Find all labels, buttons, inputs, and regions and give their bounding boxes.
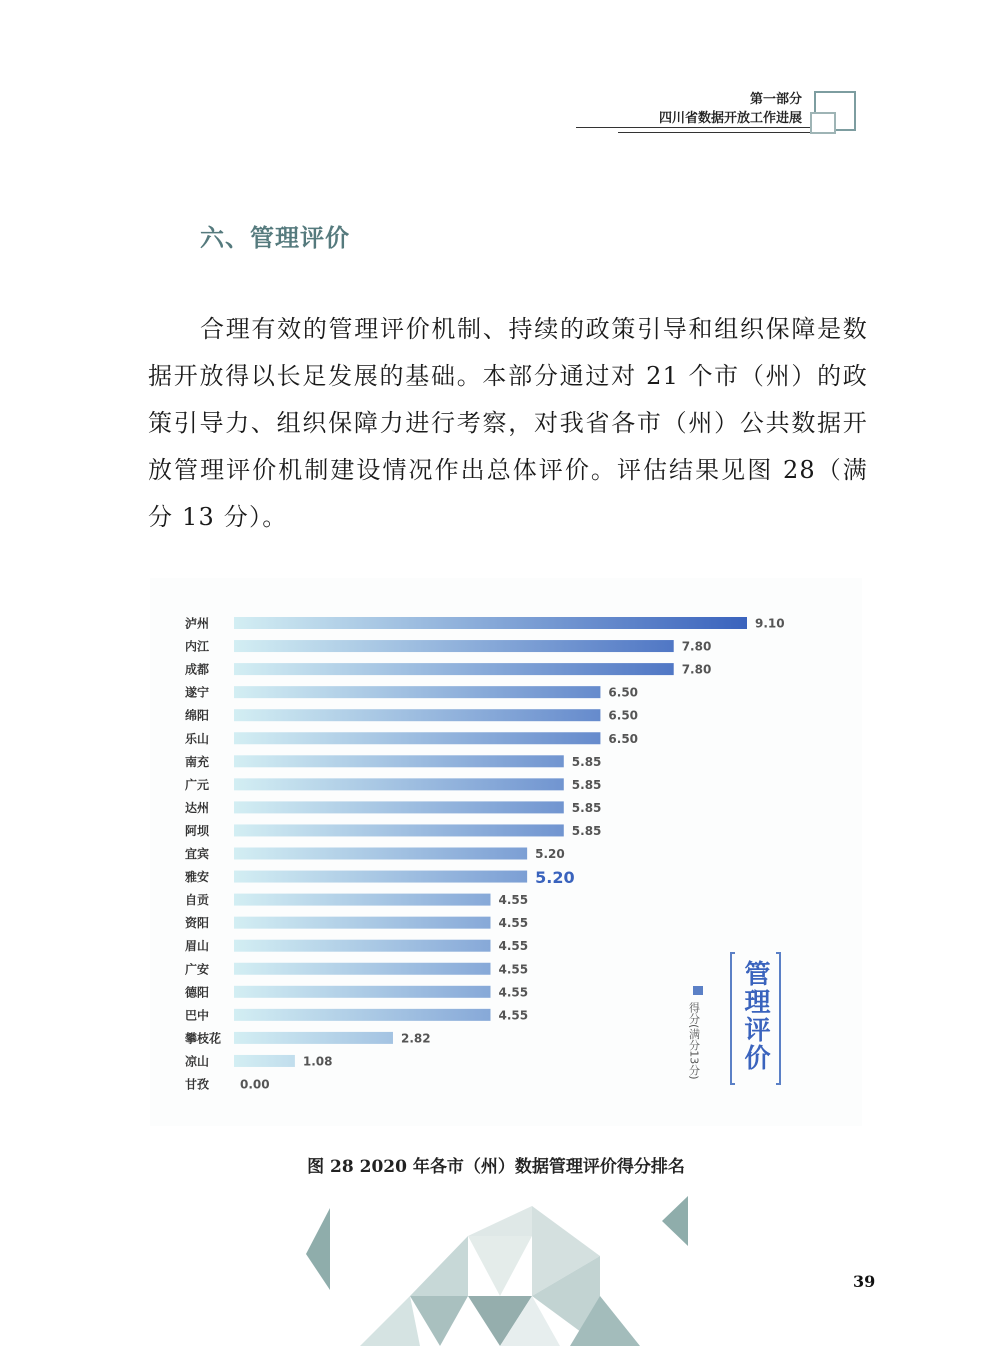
bar xyxy=(234,894,491,906)
value-label: 2.82 xyxy=(400,1031,431,1046)
value-label: 7.80 xyxy=(681,662,712,677)
bar xyxy=(234,824,564,836)
value-label: 4.55 xyxy=(498,985,529,1000)
bar xyxy=(234,755,564,767)
bar xyxy=(234,1055,295,1067)
category-label: 达州 xyxy=(185,800,210,815)
category-label: 凉山 xyxy=(185,1054,210,1069)
section-title: 六、管理评价 xyxy=(200,224,350,252)
category-label: 广元 xyxy=(185,777,210,792)
bar xyxy=(234,709,600,721)
bar xyxy=(234,778,564,790)
category-label: 德阳 xyxy=(185,985,210,1000)
header-part: 第一部分 xyxy=(749,92,802,107)
bar xyxy=(234,917,491,929)
header-title: 四川省数据开放工作进展 xyxy=(658,111,802,126)
value-label: 5.85 xyxy=(571,800,602,815)
bar xyxy=(234,848,527,860)
category-label: 泸州 xyxy=(185,616,210,631)
page-header xyxy=(560,86,860,140)
chart-container xyxy=(150,578,862,1126)
decorative-triangles xyxy=(300,1196,700,1346)
side-title: 管理评价 xyxy=(740,960,770,1072)
category-label: 绵阳 xyxy=(185,708,210,723)
header-square-icon xyxy=(810,112,836,134)
value-label: 6.50 xyxy=(608,685,639,700)
category-label: 宜宾 xyxy=(185,847,210,861)
category-label: 成都 xyxy=(185,662,210,677)
value-label: 5.85 xyxy=(571,823,602,838)
bar xyxy=(234,617,747,629)
value-label: 5.20 xyxy=(535,868,575,888)
bar xyxy=(234,801,564,813)
category-label: 自贡 xyxy=(185,893,210,908)
bar xyxy=(234,963,491,975)
header-rule xyxy=(576,127,812,128)
bar xyxy=(234,871,527,883)
value-label: 5.85 xyxy=(571,754,602,769)
category-label: 资阳 xyxy=(185,916,210,931)
bar xyxy=(234,1032,393,1044)
legend-swatch xyxy=(693,986,703,995)
bar xyxy=(234,1009,491,1021)
category-label: 雅安 xyxy=(185,870,210,885)
category-label: 广安 xyxy=(185,962,210,977)
category-label: 巴中 xyxy=(185,1008,210,1023)
category-label: 乐山 xyxy=(185,731,210,746)
header-rule xyxy=(618,132,812,133)
value-label: 4.55 xyxy=(498,893,529,908)
value-label: 7.80 xyxy=(681,639,712,654)
value-label: 6.50 xyxy=(608,708,639,723)
category-label: 南充 xyxy=(185,754,210,769)
value-label: 6.50 xyxy=(608,731,639,746)
category-label: 攀枝花 xyxy=(185,1031,222,1046)
category-label: 内江 xyxy=(185,639,210,654)
bar xyxy=(234,732,600,744)
value-label: 4.55 xyxy=(498,962,529,977)
body-paragraph: 合理有效的管理评价机制、持续的政策引导和组织保障是数据开放得以长足发展的基础。本部分通过对 21 个市（州）的政策引导力、组织保障力进行考察，对我省各市（州）公共数据开放管理评价机制建设情况作出总体评价。评估结果见图 28（满分 13 分）。 xyxy=(148,315,868,531)
value-label: 4.55 xyxy=(498,1008,529,1023)
legend-label: 得分(满分13分) xyxy=(687,1002,701,1080)
page-number: 39 xyxy=(853,1272,876,1291)
bar-chart xyxy=(150,578,862,1126)
triangle-pattern xyxy=(306,1196,688,1346)
value-label: 4.55 xyxy=(498,939,529,954)
value-label: 1.08 xyxy=(302,1054,333,1069)
category-label: 甘孜 xyxy=(185,1077,210,1092)
bar xyxy=(234,686,600,698)
value-label: 9.10 xyxy=(755,616,785,631)
bar xyxy=(234,663,674,675)
category-label: 眉山 xyxy=(185,939,210,954)
bar xyxy=(234,940,491,952)
value-label: 5.20 xyxy=(535,847,565,861)
value-label: 5.85 xyxy=(571,777,602,792)
value-label: 0.00 xyxy=(240,1077,270,1092)
bar xyxy=(234,986,491,998)
value-label: 4.55 xyxy=(498,916,529,931)
figure-caption: 图 28 2020 年各市（州）数据管理评价得分排名 xyxy=(307,1157,685,1177)
bar xyxy=(234,640,674,652)
category-label: 阿坝 xyxy=(185,823,210,838)
category-label: 遂宁 xyxy=(185,685,210,700)
